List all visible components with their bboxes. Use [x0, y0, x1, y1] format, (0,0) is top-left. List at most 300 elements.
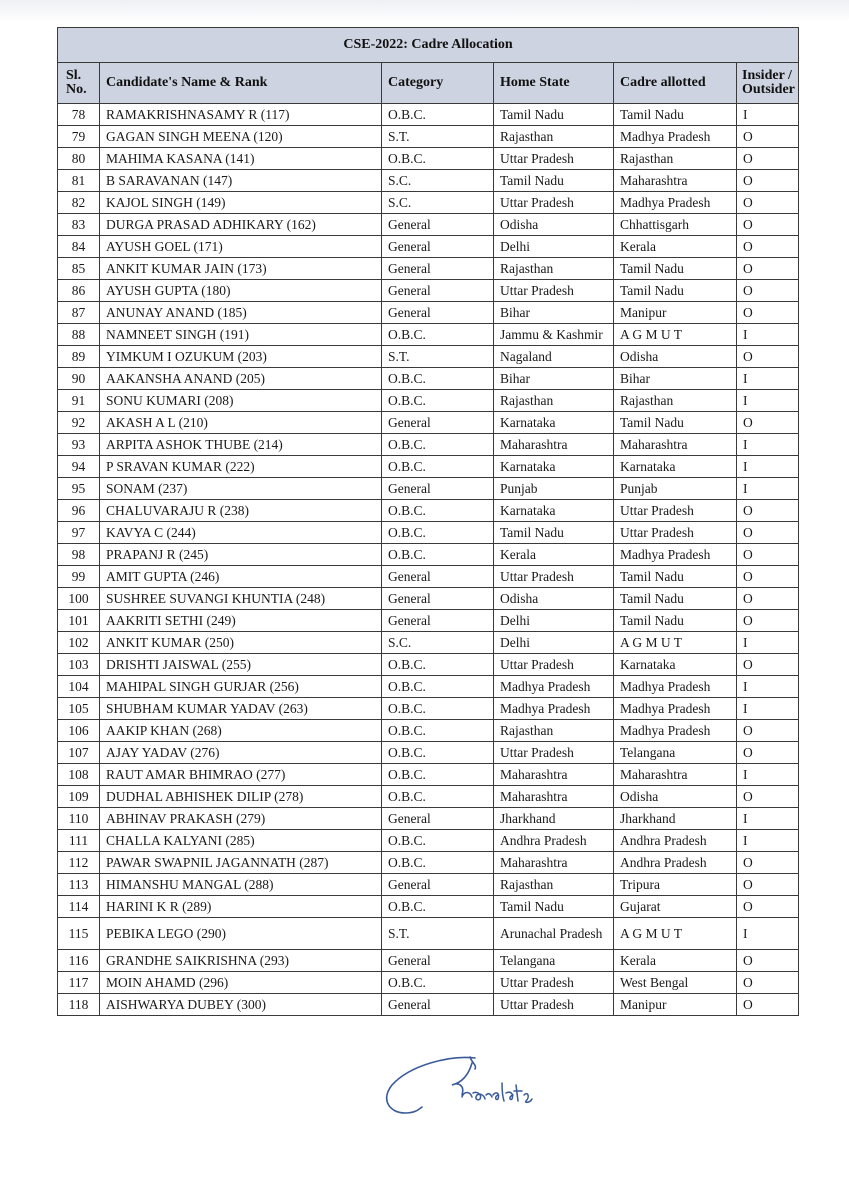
cell-cadre-allotted: Telangana [614, 742, 737, 764]
cell-insider-outsider: O [737, 950, 799, 972]
cell-candidate-name: GRANDHE SAIKRISHNA (293) [100, 950, 382, 972]
cell-category: O.B.C. [382, 544, 494, 566]
table-row [58, 896, 799, 918]
table-row [58, 950, 799, 972]
table-row [58, 346, 799, 368]
cell-home-state: Andhra Pradesh [494, 830, 614, 852]
cell-sl-no: 87 [58, 302, 100, 324]
cell-home-state: Tamil Nadu [494, 896, 614, 918]
cell-candidate-name: DURGA PRASAD ADHIKARY (162) [100, 214, 382, 236]
cell-category: General [382, 258, 494, 280]
cell-home-state: Uttar Pradesh [494, 742, 614, 764]
cell-candidate-name: KAVYA C (244) [100, 522, 382, 544]
cell-category: O.B.C. [382, 742, 494, 764]
table-title: CSE-2022: Cadre Allocation [58, 28, 799, 63]
cell-insider-outsider: O [737, 654, 799, 676]
cell-insider-outsider: I [737, 632, 799, 654]
cell-category: O.B.C. [382, 972, 494, 994]
cell-insider-outsider: O [737, 896, 799, 918]
cell-cadre-allotted: Madhya Pradesh [614, 698, 737, 720]
cell-cadre-allotted: Bihar [614, 368, 737, 390]
cell-cadre-allotted: Tamil Nadu [614, 258, 737, 280]
cell-sl-no: 94 [58, 456, 100, 478]
table-row [58, 500, 799, 522]
cell-cadre-allotted: Maharashtra [614, 170, 737, 192]
cell-candidate-name: DRISHTI JAISWAL (255) [100, 654, 382, 676]
cell-sl-no: 99 [58, 566, 100, 588]
cell-insider-outsider: O [737, 346, 799, 368]
cell-candidate-name: AAKANSHA ANAND (205) [100, 368, 382, 390]
table-row [58, 368, 799, 390]
cell-insider-outsider: I [737, 324, 799, 346]
cell-candidate-name: DUDHAL ABHISHEK DILIP (278) [100, 786, 382, 808]
cell-cadre-allotted: Tamil Nadu [614, 610, 737, 632]
cell-cadre-allotted: Madhya Pradesh [614, 676, 737, 698]
cell-insider-outsider: I [737, 434, 799, 456]
cell-sl-no: 89 [58, 346, 100, 368]
cell-cadre-allotted: Rajasthan [614, 390, 737, 412]
cell-candidate-name: KAJOL SINGH (149) [100, 192, 382, 214]
cell-insider-outsider: O [737, 170, 799, 192]
cell-candidate-name: SHUBHAM KUMAR YADAV (263) [100, 698, 382, 720]
cell-insider-outsider: I [737, 830, 799, 852]
cell-cadre-allotted: Madhya Pradesh [614, 544, 737, 566]
cell-sl-no: 116 [58, 950, 100, 972]
table-row [58, 874, 799, 896]
cell-candidate-name: CHALUVARAJU R (238) [100, 500, 382, 522]
cell-cadre-allotted: Karnataka [614, 654, 737, 676]
column-header-name: Candidate's Name & Rank [100, 63, 382, 104]
cell-home-state: Odisha [494, 214, 614, 236]
cell-sl-no: 108 [58, 764, 100, 786]
cell-home-state: Maharashtra [494, 764, 614, 786]
cell-cadre-allotted: Tamil Nadu [614, 566, 737, 588]
cell-cadre-allotted: Madhya Pradesh [614, 720, 737, 742]
cell-home-state: Maharashtra [494, 852, 614, 874]
cell-insider-outsider: I [737, 104, 799, 126]
cell-candidate-name: MAHIMA KASANA (141) [100, 148, 382, 170]
cell-sl-no: 91 [58, 390, 100, 412]
cell-insider-outsider: O [737, 148, 799, 170]
cell-candidate-name: AKASH A L (210) [100, 412, 382, 434]
cell-sl-no: 109 [58, 786, 100, 808]
table-row [58, 280, 799, 302]
cell-home-state: Rajasthan [494, 874, 614, 896]
cell-candidate-name: YIMKUM I OZUKUM (203) [100, 346, 382, 368]
cell-category: O.B.C. [382, 654, 494, 676]
cell-insider-outsider: O [737, 610, 799, 632]
cell-insider-outsider: O [737, 588, 799, 610]
cell-insider-outsider: I [737, 390, 799, 412]
table-row [58, 412, 799, 434]
cell-category: S.C. [382, 192, 494, 214]
cell-candidate-name: AMIT GUPTA (246) [100, 566, 382, 588]
cell-cadre-allotted: A G M U T [614, 324, 737, 346]
cell-category: General [382, 236, 494, 258]
cell-home-state: Rajasthan [494, 720, 614, 742]
cell-insider-outsider: O [737, 972, 799, 994]
cell-insider-outsider: O [737, 852, 799, 874]
cell-home-state: Maharashtra [494, 786, 614, 808]
cell-sl-no: 98 [58, 544, 100, 566]
cell-insider-outsider: I [737, 676, 799, 698]
cell-home-state: Odisha [494, 588, 614, 610]
cell-cadre-allotted: Punjab [614, 478, 737, 500]
cell-candidate-name: SONAM (237) [100, 478, 382, 500]
cell-home-state: Delhi [494, 610, 614, 632]
cell-candidate-name: SUSHREE SUVANGI KHUNTIA (248) [100, 588, 382, 610]
cell-cadre-allotted: Maharashtra [614, 764, 737, 786]
cell-sl-no: 97 [58, 522, 100, 544]
cell-category: S.T. [382, 918, 494, 950]
cell-insider-outsider: O [737, 236, 799, 258]
cell-insider-outsider: O [737, 786, 799, 808]
cell-home-state: Karnataka [494, 456, 614, 478]
handwritten-signature-icon [380, 1055, 550, 1125]
cell-candidate-name: RAUT AMAR BHIMRAO (277) [100, 764, 382, 786]
header-io-line2: Outsider [742, 82, 795, 97]
cell-category: O.B.C. [382, 676, 494, 698]
column-header-row [58, 63, 799, 104]
cell-cadre-allotted: Manipur [614, 994, 737, 1016]
cell-candidate-name: RAMAKRISHNASAMY R (117) [100, 104, 382, 126]
cell-home-state: Punjab [494, 478, 614, 500]
cell-insider-outsider: I [737, 456, 799, 478]
table-row [58, 170, 799, 192]
cell-insider-outsider: O [737, 214, 799, 236]
cell-insider-outsider: I [737, 478, 799, 500]
cell-sl-no: 111 [58, 830, 100, 852]
cell-home-state: Jammu & Kashmir [494, 324, 614, 346]
cell-category: O.B.C. [382, 434, 494, 456]
cell-sl-no: 81 [58, 170, 100, 192]
cell-candidate-name: HIMANSHU MANGAL (288) [100, 874, 382, 896]
table-row [58, 434, 799, 456]
cell-sl-no: 78 [58, 104, 100, 126]
cell-sl-no: 112 [58, 852, 100, 874]
table-row [58, 764, 799, 786]
cell-candidate-name: ANKIT KUMAR JAIN (173) [100, 258, 382, 280]
table-row [58, 258, 799, 280]
cell-candidate-name: AAKRITI SETHI (249) [100, 610, 382, 632]
cell-category: General [382, 588, 494, 610]
cell-candidate-name: PAWAR SWAPNIL JAGANNATH (287) [100, 852, 382, 874]
table-row [58, 918, 799, 950]
cell-home-state: Uttar Pradesh [494, 280, 614, 302]
cell-home-state: Telangana [494, 950, 614, 972]
table-row [58, 544, 799, 566]
cell-cadre-allotted: Chhattisgarh [614, 214, 737, 236]
cell-cadre-allotted: Tripura [614, 874, 737, 896]
cell-cadre-allotted: Kerala [614, 950, 737, 972]
cell-sl-no: 102 [58, 632, 100, 654]
cell-category: O.B.C. [382, 720, 494, 742]
cell-category: S.C. [382, 170, 494, 192]
cell-home-state: Uttar Pradesh [494, 994, 614, 1016]
cell-cadre-allotted: Tamil Nadu [614, 104, 737, 126]
table-row [58, 192, 799, 214]
cell-sl-no: 100 [58, 588, 100, 610]
cell-insider-outsider: I [737, 368, 799, 390]
table-row [58, 654, 799, 676]
cell-cadre-allotted: Rajasthan [614, 148, 737, 170]
table-row [58, 786, 799, 808]
table-row [58, 104, 799, 126]
cell-candidate-name: CHALLA KALYANI (285) [100, 830, 382, 852]
cell-home-state: Bihar [494, 368, 614, 390]
cell-category: General [382, 874, 494, 896]
table-row [58, 742, 799, 764]
cell-sl-no: 104 [58, 676, 100, 698]
cell-candidate-name: MAHIPAL SINGH GURJAR (256) [100, 676, 382, 698]
cell-sl-no: 118 [58, 994, 100, 1016]
table-row [58, 994, 799, 1016]
cell-insider-outsider: O [737, 192, 799, 214]
cell-cadre-allotted: Uttar Pradesh [614, 522, 737, 544]
cell-sl-no: 93 [58, 434, 100, 456]
cell-category: O.B.C. [382, 698, 494, 720]
cell-home-state: Uttar Pradesh [494, 654, 614, 676]
cell-cadre-allotted: Maharashtra [614, 434, 737, 456]
cell-sl-no: 95 [58, 478, 100, 500]
cell-insider-outsider: I [737, 698, 799, 720]
table-row [58, 698, 799, 720]
table-row [58, 588, 799, 610]
cell-insider-outsider: O [737, 544, 799, 566]
column-header-home-state: Home State [494, 63, 614, 104]
table-row [58, 390, 799, 412]
cell-category: S.C. [382, 632, 494, 654]
cell-category: O.B.C. [382, 522, 494, 544]
cell-category: General [382, 280, 494, 302]
cell-cadre-allotted: Uttar Pradesh [614, 500, 737, 522]
cell-category: O.B.C. [382, 830, 494, 852]
cell-home-state: Nagaland [494, 346, 614, 368]
table-row [58, 610, 799, 632]
cell-cadre-allotted: Madhya Pradesh [614, 192, 737, 214]
cell-cadre-allotted: Manipur [614, 302, 737, 324]
cell-category: General [382, 412, 494, 434]
cell-sl-no: 85 [58, 258, 100, 280]
cell-cadre-allotted: Odisha [614, 346, 737, 368]
cell-insider-outsider: O [737, 126, 799, 148]
cell-candidate-name: ABHINAV PRAKASH (279) [100, 808, 382, 830]
cell-sl-no: 101 [58, 610, 100, 632]
cell-candidate-name: AISHWARYA DUBEY (300) [100, 994, 382, 1016]
header-sl-line1: Sl. [66, 68, 82, 83]
table-row [58, 324, 799, 346]
cell-candidate-name: AAKIP KHAN (268) [100, 720, 382, 742]
table-title-row [58, 28, 799, 63]
cell-category: General [382, 950, 494, 972]
table-row [58, 566, 799, 588]
cell-category: O.B.C. [382, 148, 494, 170]
cell-candidate-name: PEBIKA LEGO (290) [100, 918, 382, 950]
cell-cadre-allotted: Andhra Pradesh [614, 830, 737, 852]
cell-insider-outsider: O [737, 280, 799, 302]
table-row [58, 148, 799, 170]
cell-insider-outsider: O [737, 412, 799, 434]
cell-candidate-name: ANUNAY ANAND (185) [100, 302, 382, 324]
table-row [58, 236, 799, 258]
cell-sl-no: 84 [58, 236, 100, 258]
cell-insider-outsider: O [737, 258, 799, 280]
cell-category: General [382, 808, 494, 830]
cell-sl-no: 88 [58, 324, 100, 346]
cell-candidate-name: AJAY YADAV (276) [100, 742, 382, 764]
cell-insider-outsider: O [737, 874, 799, 896]
cell-category: O.B.C. [382, 764, 494, 786]
cell-sl-no: 113 [58, 874, 100, 896]
cell-cadre-allotted: Tamil Nadu [614, 280, 737, 302]
cell-cadre-allotted: Gujarat [614, 896, 737, 918]
cell-sl-no: 103 [58, 654, 100, 676]
cell-candidate-name: B SARAVANAN (147) [100, 170, 382, 192]
column-header-cadre: Cadre allotted [614, 63, 737, 104]
table-row [58, 972, 799, 994]
cell-sl-no: 80 [58, 148, 100, 170]
table-row [58, 302, 799, 324]
cell-cadre-allotted: Jharkhand [614, 808, 737, 830]
cell-insider-outsider: O [737, 994, 799, 1016]
cell-cadre-allotted: A G M U T [614, 632, 737, 654]
cell-cadre-allotted: Tamil Nadu [614, 412, 737, 434]
cell-sl-no: 82 [58, 192, 100, 214]
cell-home-state: Maharashtra [494, 434, 614, 456]
cell-candidate-name: PRAPANJ R (245) [100, 544, 382, 566]
cell-category: General [382, 994, 494, 1016]
cell-home-state: Tamil Nadu [494, 522, 614, 544]
cell-candidate-name: ARPITA ASHOK THUBE (214) [100, 434, 382, 456]
cell-cadre-allotted: Andhra Pradesh [614, 852, 737, 874]
cell-insider-outsider: O [737, 742, 799, 764]
cell-insider-outsider: O [737, 720, 799, 742]
column-header-category: Category [382, 63, 494, 104]
cell-insider-outsider: O [737, 500, 799, 522]
cell-sl-no: 96 [58, 500, 100, 522]
table-row [58, 478, 799, 500]
cell-category: O.B.C. [382, 456, 494, 478]
cell-candidate-name: GAGAN SINGH MEENA (120) [100, 126, 382, 148]
cell-home-state: Rajasthan [494, 390, 614, 412]
cell-cadre-allotted: Kerala [614, 236, 737, 258]
cell-home-state: Tamil Nadu [494, 170, 614, 192]
cell-category: General [382, 610, 494, 632]
cell-category: O.B.C. [382, 390, 494, 412]
cell-insider-outsider: O [737, 302, 799, 324]
cell-candidate-name: AYUSH GOEL (171) [100, 236, 382, 258]
cell-home-state: Madhya Pradesh [494, 698, 614, 720]
table-body [58, 104, 799, 1016]
cell-home-state: Madhya Pradesh [494, 676, 614, 698]
table-row [58, 830, 799, 852]
cell-candidate-name: AYUSH GUPTA (180) [100, 280, 382, 302]
cell-insider-outsider: I [737, 808, 799, 830]
cell-home-state: Uttar Pradesh [494, 148, 614, 170]
cell-sl-no: 90 [58, 368, 100, 390]
header-io-line1: Insider / [742, 68, 792, 83]
table-row [58, 720, 799, 742]
table-row [58, 676, 799, 698]
cell-cadre-allotted: A G M U T [614, 918, 737, 950]
cell-sl-no: 114 [58, 896, 100, 918]
cell-cadre-allotted: Tamil Nadu [614, 588, 737, 610]
cell-candidate-name: P SRAVAN KUMAR (222) [100, 456, 382, 478]
cell-category: O.B.C. [382, 368, 494, 390]
cell-cadre-allotted: Madhya Pradesh [614, 126, 737, 148]
cell-home-state: Uttar Pradesh [494, 972, 614, 994]
table-row [58, 852, 799, 874]
table-row [58, 214, 799, 236]
header-sl-line2: No. [66, 82, 87, 97]
cell-sl-no: 115 [58, 918, 100, 950]
cell-home-state: Arunachal Pradesh [494, 918, 614, 950]
cell-home-state: Rajasthan [494, 126, 614, 148]
cell-home-state: Kerala [494, 544, 614, 566]
cell-category: O.B.C. [382, 500, 494, 522]
cell-insider-outsider: I [737, 918, 799, 950]
cell-home-state: Delhi [494, 632, 614, 654]
cell-category: O.B.C. [382, 852, 494, 874]
cell-sl-no: 117 [58, 972, 100, 994]
cell-insider-outsider: O [737, 522, 799, 544]
cell-sl-no: 106 [58, 720, 100, 742]
cell-insider-outsider: O [737, 566, 799, 588]
cell-category: General [382, 566, 494, 588]
column-header-sl-no [58, 63, 100, 104]
cell-insider-outsider: I [737, 764, 799, 786]
cell-sl-no: 107 [58, 742, 100, 764]
cell-candidate-name: NAMNEET SINGH (191) [100, 324, 382, 346]
cell-sl-no: 79 [58, 126, 100, 148]
cell-home-state: Uttar Pradesh [494, 192, 614, 214]
cell-candidate-name: MOIN AHAMD (296) [100, 972, 382, 994]
cell-home-state: Karnataka [494, 500, 614, 522]
cell-category: O.B.C. [382, 896, 494, 918]
table-row [58, 522, 799, 544]
cell-category: O.B.C. [382, 324, 494, 346]
cell-cadre-allotted: Karnataka [614, 456, 737, 478]
cell-category: O.B.C. [382, 786, 494, 808]
cell-category: General [382, 302, 494, 324]
cell-category: S.T. [382, 346, 494, 368]
cell-candidate-name: ANKIT KUMAR (250) [100, 632, 382, 654]
cell-category: O.B.C. [382, 104, 494, 126]
table-row [58, 456, 799, 478]
cell-sl-no: 86 [58, 280, 100, 302]
cell-candidate-name: HARINI K R (289) [100, 896, 382, 918]
cell-sl-no: 83 [58, 214, 100, 236]
cell-home-state: Karnataka [494, 412, 614, 434]
table-row [58, 126, 799, 148]
cell-home-state: Rajasthan [494, 258, 614, 280]
cell-home-state: Bihar [494, 302, 614, 324]
cell-home-state: Uttar Pradesh [494, 566, 614, 588]
scan-shadow [0, 0, 849, 22]
cell-home-state: Jharkhand [494, 808, 614, 830]
cell-category: General [382, 214, 494, 236]
cell-category: General [382, 478, 494, 500]
table-row [58, 808, 799, 830]
cadre-allocation-table [57, 27, 799, 1016]
column-header-insider-outsider [737, 63, 799, 104]
cell-category: S.T. [382, 126, 494, 148]
cell-sl-no: 105 [58, 698, 100, 720]
cell-home-state: Delhi [494, 236, 614, 258]
cell-sl-no: 110 [58, 808, 100, 830]
cell-cadre-allotted: West Bengal [614, 972, 737, 994]
cell-cadre-allotted: Odisha [614, 786, 737, 808]
